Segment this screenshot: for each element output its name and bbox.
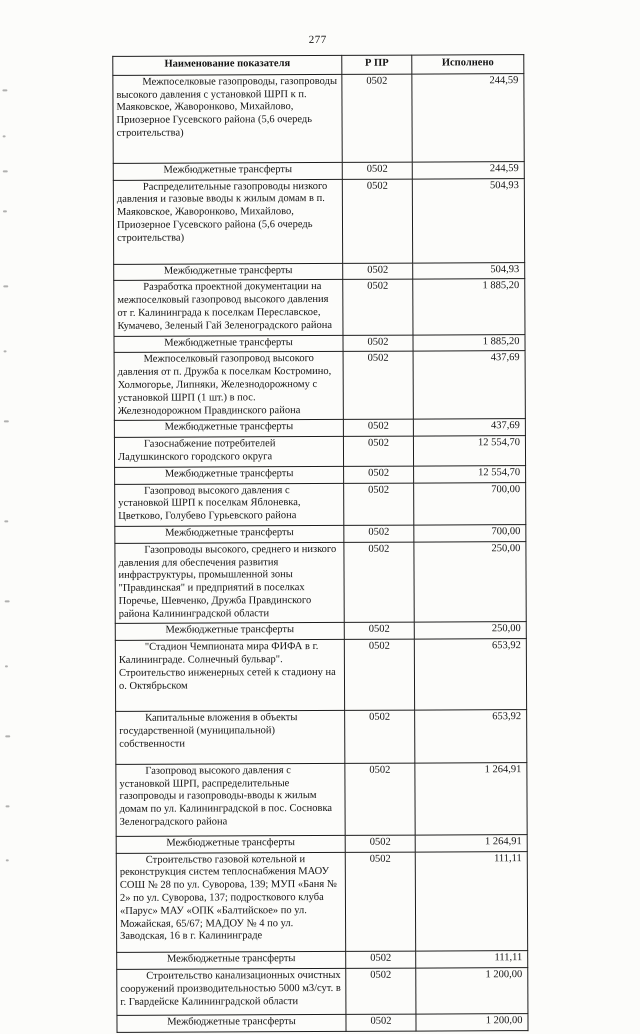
table-body xyxy=(113,73,528,1032)
table-row xyxy=(116,762,527,836)
table-row xyxy=(114,262,525,281)
column-header-rpr-code: Р ПР xyxy=(342,55,412,74)
row-rpr-code: 0502 xyxy=(342,179,412,263)
row-indicator-name: "Стадион Чемпионата мира ФИФА в г. Калининграде. Солнечный бульвар". Строительство инженерных сетей к стадиону на о. Октябрьском xyxy=(115,640,344,712)
row-rpr-code: 0502 xyxy=(345,852,415,952)
row-rpr-code: 0502 xyxy=(345,835,415,852)
table-row xyxy=(117,1014,528,1033)
table-row xyxy=(115,541,526,624)
table-row xyxy=(115,639,526,712)
row-rpr-code: 0502 xyxy=(344,466,414,483)
row-rpr-code: 0502 xyxy=(344,525,414,542)
row-rpr-code: 0502 xyxy=(343,436,413,466)
budget-table xyxy=(112,54,528,1033)
row-rpr-code: 0502 xyxy=(343,279,413,334)
row-executed-value: 437,69 xyxy=(413,351,525,419)
row-indicator-name: Капитальные вложения в объекты государственной (муниципальной) собственности xyxy=(116,711,345,764)
row-executed-value: 700,00 xyxy=(414,482,526,525)
row-indicator-name: Газоснабжение потребителей Ладушкинского городского округа xyxy=(114,437,343,468)
row-indicator-name: Межбюджетные трансферты xyxy=(117,952,346,970)
row-indicator-name: Межбюджетные трансферты xyxy=(114,335,343,353)
table-row xyxy=(113,73,524,163)
row-indicator-name: Межбюджетные трансферты xyxy=(114,263,343,281)
row-executed-value: 250,00 xyxy=(414,541,526,622)
row-indicator-name: Распределительные газопроводы низкого давления и газовые вводы к жилым домам в п. Маяковское, Жаворонково, Михайлово, Приозерное Гусевского района (5,6 очередь строительства) xyxy=(113,179,342,264)
row-executed-value: 244,59 xyxy=(412,161,524,178)
row-indicator-name: Газопроводы высокого, среднего и низкого давления для обеспечения развития инфраструктуры, промышленной зоны "Правдинская" и предприятий в поселках Поречье, Шевченко, Дружба Правдинского района Калининградской области xyxy=(115,542,344,624)
row-indicator-name: Межбюджетные трансферты xyxy=(116,835,345,853)
table-row xyxy=(114,279,525,336)
row-indicator-name: Газопровод высокого давления с установкой ШРП, распределительные газопроводы и газопроводы-вводы к жилым домам по ул. Калининградской в пос. Сосновка Зеленоградского района xyxy=(116,763,345,836)
row-rpr-code: 0502 xyxy=(344,639,414,710)
table-row xyxy=(116,851,527,952)
row-executed-value: 1 885,20 xyxy=(413,279,525,335)
row-indicator-name: Межбюджетные трансферты xyxy=(113,162,342,180)
table-row xyxy=(117,968,528,1016)
table-row xyxy=(115,622,526,641)
row-indicator-name: Межбюджетные трансферты xyxy=(115,466,344,484)
row-indicator-name: Межпоселковый газопровод высокого давления от п. Дружба к поселкам Костромино, Холмогорье, Липняки, Железнодорожному с установкой ШРП (1 шт.) в пос. Железнодорожном Правдинского района xyxy=(114,352,343,421)
row-executed-value: 111,11 xyxy=(415,851,527,951)
row-executed-value: 700,00 xyxy=(414,525,526,542)
row-executed-value: 1 264,91 xyxy=(415,762,527,834)
table-row xyxy=(114,436,525,467)
row-indicator-name: Строительство канализационных очистных сооружений производительностью 5000 м3/сут. в г. Гвардейске Калининградской области xyxy=(117,968,346,1015)
row-indicator-name: Межбюджетные трансферты xyxy=(115,525,344,543)
row-indicator-name: Газопровод высокого давления с установкой ШРП к поселкам Яблоневка, Цветково, Голубево Гурьевского района xyxy=(115,483,344,526)
row-executed-value: 12 554,70 xyxy=(414,465,526,482)
row-rpr-code: 0502 xyxy=(343,263,413,280)
row-rpr-code: 0502 xyxy=(345,711,415,764)
row-rpr-code: 0502 xyxy=(346,951,416,968)
row-indicator-name: Разработка проектной документации на межпоселковый газопровод высокого давления от г. Калининграда к поселкам Переславское, Кумачево, Зеленый Гай Зеленоградского района xyxy=(114,280,343,336)
row-executed-value: 504,93 xyxy=(412,178,524,262)
row-executed-value: 1 200,00 xyxy=(416,1014,528,1031)
table-row xyxy=(116,710,527,764)
table-row xyxy=(115,525,526,544)
table-row xyxy=(114,419,525,438)
row-rpr-code: 0502 xyxy=(344,542,414,623)
row-executed-value: 1 264,91 xyxy=(415,834,527,851)
row-executed-value: 653,92 xyxy=(415,710,527,763)
row-indicator-name: Межбюджетные трансферты xyxy=(117,1015,346,1033)
row-executed-value: 12 554,70 xyxy=(413,436,525,466)
page-number: 277 xyxy=(308,33,327,47)
row-executed-value: 111,11 xyxy=(416,951,528,968)
row-rpr-code: 0502 xyxy=(343,351,413,419)
row-rpr-code: 0502 xyxy=(342,162,412,179)
table-header-row xyxy=(113,55,524,76)
row-indicator-name: Межпоселковые газопроводы, газопроводы высокого давления с установкой ШРП к п. Маяковское, Жаворонково, Михайлово, Приозерное Гусевского района (5,6 очередь строительства) xyxy=(113,74,342,163)
table-row xyxy=(115,465,526,484)
row-executed-value: 250,00 xyxy=(414,622,526,639)
row-rpr-code: 0502 xyxy=(346,968,416,1015)
column-header-executed: Исполнено xyxy=(412,55,524,74)
row-indicator-name: Межбюджетные трансферты xyxy=(115,623,344,641)
row-executed-value: 1 885,20 xyxy=(413,334,525,351)
column-header-indicator-name: Наименование показателя xyxy=(113,55,342,75)
row-executed-value: 437,69 xyxy=(413,419,525,436)
row-indicator-name: Межбюджетные трансферты xyxy=(114,420,343,438)
row-rpr-code: 0502 xyxy=(345,763,415,835)
row-indicator-name: Строительство газовой котельной и реконструкция систем теплоснабжения МАОУ СОШ № 28 по ул. Суворова, 139; МУП «Баня № 2» по ул. Суворова, 137; подросткового клуба «Парус» МАУ «ОПК «Балтийское» по ул. Можайская, 65/67; МАДОУ № 4 по ул. Заводская, 16 в г. Калининграде xyxy=(116,852,345,953)
row-rpr-code: 0502 xyxy=(344,483,414,526)
table-row xyxy=(114,351,525,421)
row-rpr-code: 0502 xyxy=(342,74,412,162)
table-row xyxy=(117,951,528,970)
row-rpr-code: 0502 xyxy=(343,419,413,436)
row-executed-value: 653,92 xyxy=(414,639,526,711)
table-row xyxy=(113,178,524,264)
row-rpr-code: 0502 xyxy=(344,623,414,640)
row-executed-value: 244,59 xyxy=(412,73,524,161)
row-executed-value: 504,93 xyxy=(413,262,525,279)
table-row xyxy=(113,161,524,180)
table-row xyxy=(115,482,526,526)
table-row xyxy=(114,334,525,353)
row-rpr-code: 0502 xyxy=(343,335,413,352)
scan-artifacts xyxy=(0,0,638,1)
row-executed-value: 1 200,00 xyxy=(416,968,528,1015)
row-rpr-code: 0502 xyxy=(346,1014,416,1031)
table-row xyxy=(116,834,527,853)
